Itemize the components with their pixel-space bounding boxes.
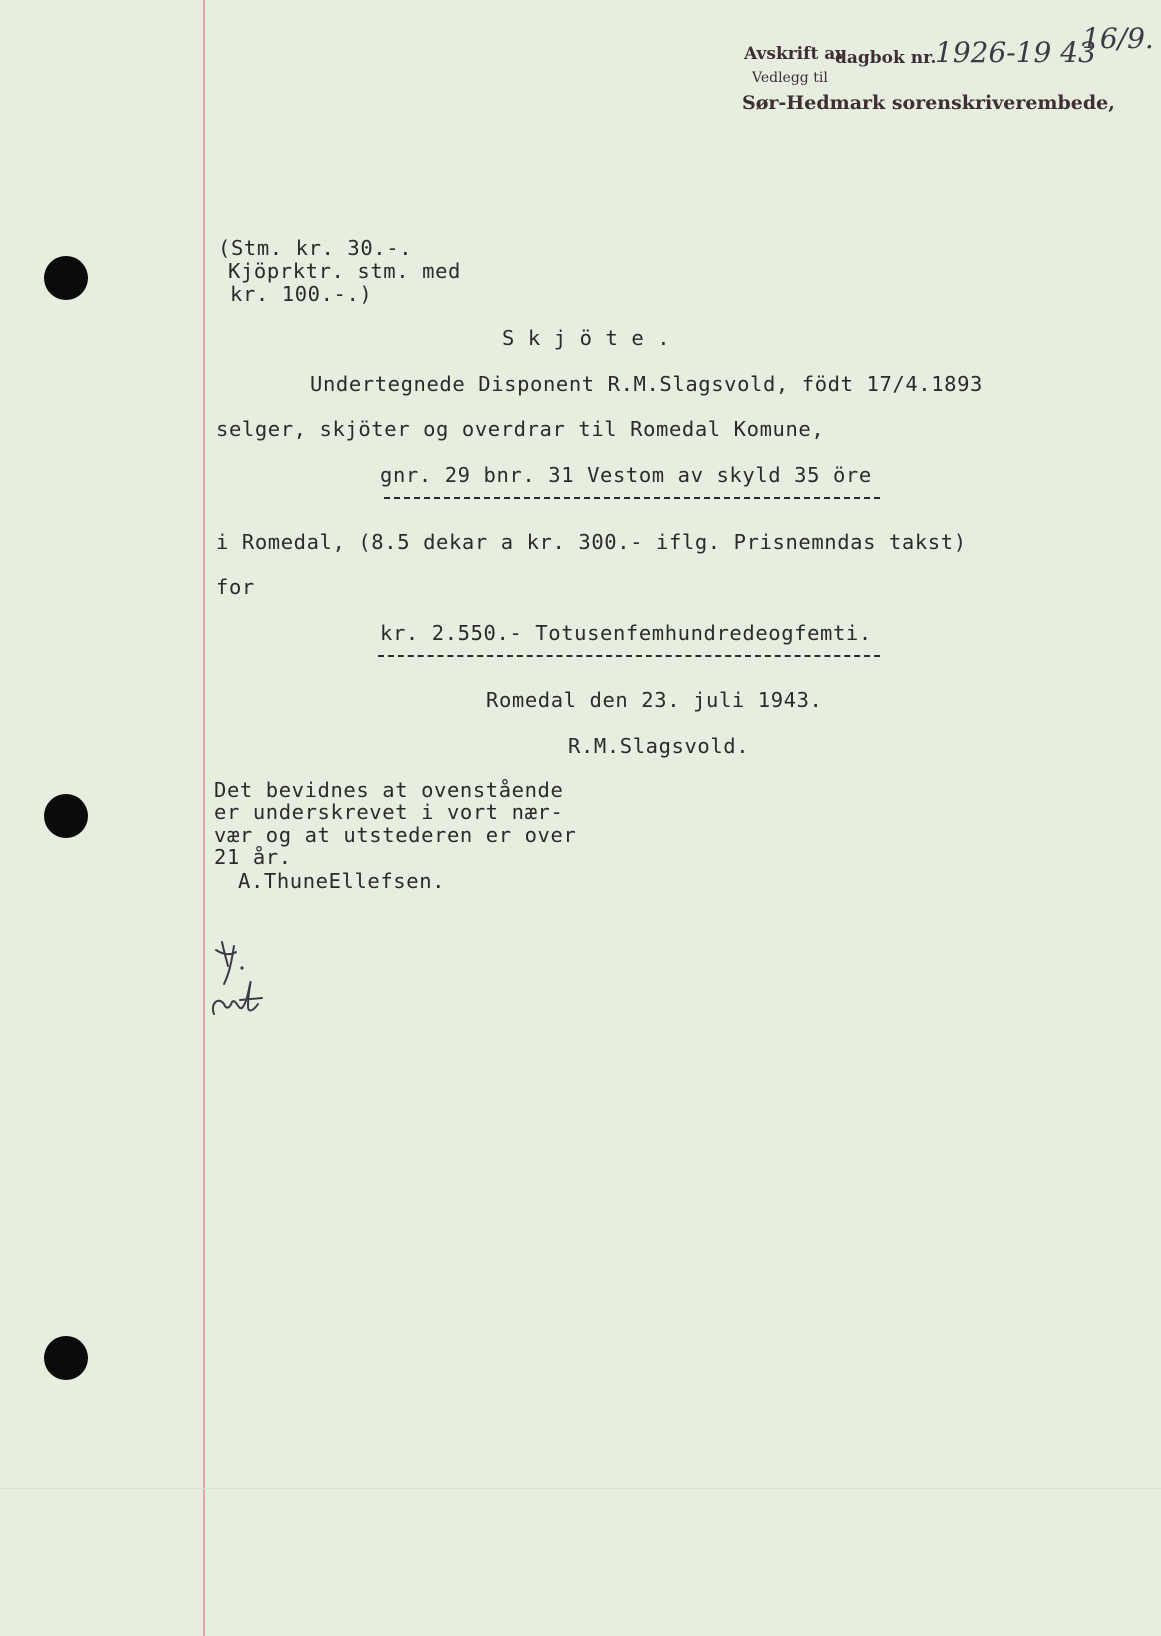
witness-line3: vær og at utstederen er over — [214, 823, 577, 847]
stamp-note-line2: Kjöprktr. stm. med — [228, 259, 461, 283]
stamp-note-line1: (Stm. kr. 30.-. — [218, 236, 413, 260]
punch-hole-top — [44, 256, 88, 300]
body-line1: Undertegnede Disponent R.M.Slagsvold, födt 17/4.1893 — [310, 372, 983, 396]
stamp-line1-mid: dagbok nr. — [835, 48, 937, 68]
witness-line4: 21 år. — [214, 845, 292, 869]
margin-line — [203, 0, 205, 1636]
property-underline — [384, 497, 880, 499]
witness-line2: er underskrevet i vort nær- — [214, 800, 564, 824]
stamp-line1-prefix: Avskrift av — [744, 44, 846, 64]
handwritten-dagbok-number: 1926-19 43 — [935, 36, 1096, 69]
signature-name: R.M.Slagsvold. — [568, 734, 750, 758]
witness-line1: Det bevidnes at ovenstående — [214, 778, 564, 802]
witness-name: A.ThuneEllefsen. — [238, 869, 446, 893]
body-line4: for — [216, 575, 255, 599]
stamp-note-line3: kr. 100.-.) — [230, 282, 373, 306]
amount-line: kr. 2.550.- Totusenfemhundredeogfemti. — [380, 621, 872, 645]
body-line3: i Romedal, (8.5 dekar a kr. 300.- iflg. Prisnemndas takst) — [216, 530, 967, 554]
amount-underline — [378, 655, 880, 657]
page-fold-line — [0, 1488, 1161, 1489]
stamp-line2: Vedlegg til — [752, 70, 828, 86]
punch-hole-middle — [44, 794, 88, 838]
stamp-line3: Sør-Hedmark sorenskriverembede, — [742, 92, 1115, 114]
document-title: S k j ö t e . — [502, 326, 671, 350]
place-date: Romedal den 23. juli 1943. — [486, 688, 823, 712]
handwritten-initials — [208, 928, 278, 1028]
punch-hole-bottom — [44, 1336, 88, 1380]
property-line: gnr. 29 bnr. 31 Vestom av skyld 35 öre — [380, 463, 872, 487]
body-line2: selger, skjöter og overdrar til Romedal Komune, — [216, 417, 825, 441]
handwritten-date: 16/9. — [1082, 22, 1154, 55]
